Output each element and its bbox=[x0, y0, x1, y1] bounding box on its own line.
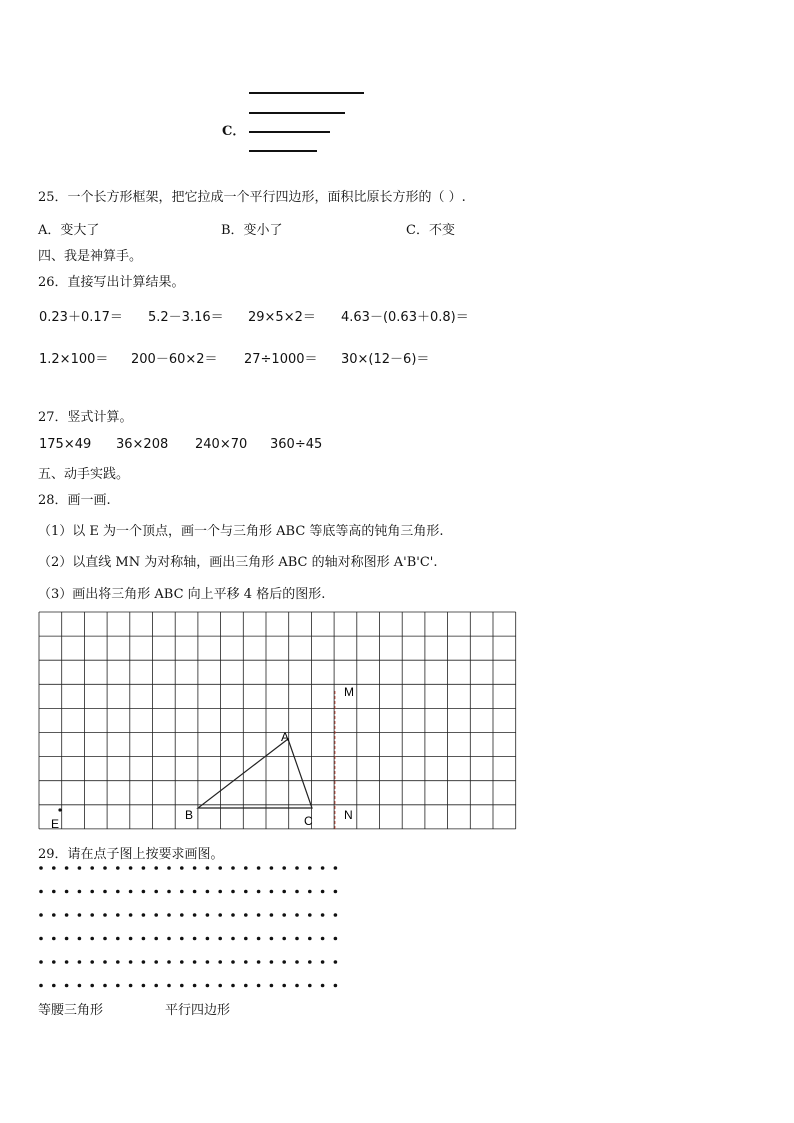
grid-dot bbox=[295, 866, 299, 870]
grid-dot bbox=[231, 913, 235, 917]
grid-dot bbox=[206, 937, 210, 941]
grid-dot bbox=[167, 913, 171, 917]
grid-dot bbox=[39, 937, 43, 941]
grid-dot bbox=[180, 960, 184, 964]
grid-dot bbox=[218, 913, 222, 917]
dot-group bbox=[39, 866, 337, 987]
grid-dot bbox=[218, 937, 222, 941]
grid-dot bbox=[65, 937, 69, 941]
grid-dot bbox=[244, 960, 248, 964]
grid-dot bbox=[167, 984, 171, 988]
q27-stem: 27．竖式计算。 bbox=[38, 410, 133, 425]
grid-dot bbox=[116, 960, 120, 964]
label-e: E bbox=[51, 817, 60, 831]
grid-dot bbox=[129, 866, 133, 870]
grid-dot bbox=[129, 984, 133, 988]
q27-item-4: 360÷45 bbox=[270, 437, 323, 452]
grid-dot bbox=[116, 866, 120, 870]
grid-dot bbox=[244, 984, 248, 988]
grid-dot bbox=[206, 890, 210, 894]
grid-dot bbox=[103, 984, 107, 988]
grid-dot bbox=[39, 984, 43, 988]
q26-item-2: 5.2－3.16＝ bbox=[148, 310, 224, 325]
grid-dot bbox=[193, 866, 197, 870]
grid-dot bbox=[334, 890, 338, 894]
grid-dot bbox=[78, 960, 82, 964]
grid-dot bbox=[78, 913, 82, 917]
grid-dot bbox=[257, 866, 261, 870]
grid-dot bbox=[231, 866, 235, 870]
grid-dot bbox=[129, 913, 133, 917]
grid-dot bbox=[90, 890, 94, 894]
grid-dot bbox=[270, 913, 274, 917]
grid-dot bbox=[103, 937, 107, 941]
grid-dot bbox=[180, 866, 184, 870]
grid-dot bbox=[257, 937, 261, 941]
grid-dot bbox=[308, 960, 312, 964]
grid-dot bbox=[321, 960, 325, 964]
point-e bbox=[58, 808, 61, 811]
grid-dot bbox=[244, 890, 248, 894]
q27-item-2: 36×208 bbox=[116, 437, 169, 452]
grid-dot bbox=[334, 960, 338, 964]
grid-dot bbox=[244, 913, 248, 917]
grid-dot bbox=[282, 866, 286, 870]
label-b: B bbox=[185, 808, 194, 822]
grid-dot bbox=[116, 913, 120, 917]
q28-part-3: （3）画出将三角形 ABC 向上平移 4 格后的图形. bbox=[38, 587, 326, 602]
grid-dot bbox=[308, 984, 312, 988]
grid-dot bbox=[295, 913, 299, 917]
grid-dot bbox=[90, 866, 94, 870]
grid-dot bbox=[39, 913, 43, 917]
grid-dot bbox=[65, 960, 69, 964]
grid-dot bbox=[218, 890, 222, 894]
grid-dot bbox=[244, 866, 248, 870]
grid-dot bbox=[103, 866, 107, 870]
grid-dot bbox=[129, 960, 133, 964]
grid-dot bbox=[180, 890, 184, 894]
grid-dot bbox=[116, 937, 120, 941]
grid-dot bbox=[193, 960, 197, 964]
grid-dot bbox=[116, 890, 120, 894]
grid-dot bbox=[295, 937, 299, 941]
section5-title: 五、动手实践。 bbox=[38, 467, 130, 482]
grid-dot bbox=[180, 913, 184, 917]
grid-dot bbox=[116, 984, 120, 988]
grid-dot bbox=[282, 984, 286, 988]
segment-2 bbox=[249, 112, 345, 114]
grid-dot bbox=[257, 984, 261, 988]
grid-dot bbox=[270, 960, 274, 964]
grid-dot bbox=[65, 913, 69, 917]
grid-dot bbox=[154, 866, 158, 870]
q28-part-1: （1）以 E 为一个顶点，画一个与三角形 ABC 等底等高的钝角三角形. bbox=[38, 524, 444, 539]
grid-dot bbox=[154, 890, 158, 894]
grid-dot bbox=[206, 913, 210, 917]
grid-dot bbox=[218, 960, 222, 964]
grid-dot bbox=[167, 890, 171, 894]
q26-stem: 26．直接写出计算结果。 bbox=[38, 275, 185, 290]
grid-dot bbox=[193, 937, 197, 941]
q27-item-1: 175×49 bbox=[39, 437, 92, 452]
grid-dot bbox=[206, 960, 210, 964]
grid-dot bbox=[142, 866, 146, 870]
label-n: N bbox=[344, 808, 353, 822]
grid-dot bbox=[39, 960, 43, 964]
q26-item-1: 0.23＋0.17＝ bbox=[39, 310, 123, 325]
grid-dot bbox=[308, 890, 312, 894]
grid-dot bbox=[257, 913, 261, 917]
grid-dot bbox=[334, 937, 338, 941]
caption-parallelogram: 平行四边形 bbox=[165, 1003, 231, 1018]
grid-dot bbox=[308, 937, 312, 941]
segment-4 bbox=[249, 150, 317, 152]
grid-dot bbox=[321, 984, 325, 988]
q26-item-8: 30×(12－6)＝ bbox=[341, 352, 430, 367]
q26-item-4: 4.63－(0.63＋0.8)＝ bbox=[341, 310, 469, 325]
grid-dot bbox=[231, 984, 235, 988]
section4-title: 四、我是神算手。 bbox=[38, 249, 143, 264]
grid-dot bbox=[295, 984, 299, 988]
grid-dot bbox=[65, 984, 69, 988]
grid-dot bbox=[231, 937, 235, 941]
grid-dot bbox=[167, 960, 171, 964]
caption-isosceles-triangle: 等腰三角形 bbox=[38, 1003, 104, 1018]
grid-dot bbox=[103, 890, 107, 894]
grid-dot bbox=[244, 937, 248, 941]
q29-stem: 29．请在点子图上按要求画图。 bbox=[38, 847, 224, 862]
grid-dot bbox=[180, 984, 184, 988]
grid-dot bbox=[39, 890, 43, 894]
q26-item-6: 200－60×2＝ bbox=[131, 352, 218, 367]
segment-3 bbox=[249, 131, 330, 133]
grid-dot bbox=[154, 984, 158, 988]
q27-item-3: 240×70 bbox=[195, 437, 248, 452]
grid-dot bbox=[218, 866, 222, 870]
grid-dot bbox=[52, 890, 56, 894]
grid-dot bbox=[52, 960, 56, 964]
q28-stem: 28．画一画. bbox=[38, 493, 111, 508]
grid-dot bbox=[180, 937, 184, 941]
grid-dot bbox=[78, 937, 82, 941]
grid-dot bbox=[334, 984, 338, 988]
grid-dot bbox=[78, 866, 82, 870]
label-c: C bbox=[304, 814, 313, 828]
grid-dot bbox=[321, 866, 325, 870]
grid-dot bbox=[270, 984, 274, 988]
square-grid[interactable] bbox=[38, 611, 520, 833]
q24-option-c: C． bbox=[222, 124, 246, 139]
grid-dot bbox=[52, 984, 56, 988]
grid-dot bbox=[193, 890, 197, 894]
grid-dot bbox=[52, 937, 56, 941]
grid-dot bbox=[270, 866, 274, 870]
grid-dot bbox=[65, 890, 69, 894]
grid-dot bbox=[39, 866, 43, 870]
grid-dot bbox=[103, 913, 107, 917]
grid-dot bbox=[142, 984, 146, 988]
grid-dot bbox=[65, 866, 69, 870]
grid-dot bbox=[231, 960, 235, 964]
q25-option-a: A．变大了 bbox=[38, 223, 100, 238]
grid-dot bbox=[90, 984, 94, 988]
grid-lines bbox=[39, 612, 516, 829]
grid-dot bbox=[282, 960, 286, 964]
grid-dot bbox=[90, 960, 94, 964]
segment-1 bbox=[249, 92, 364, 94]
grid-dot bbox=[142, 937, 146, 941]
grid-dot bbox=[308, 913, 312, 917]
grid-dot bbox=[257, 960, 261, 964]
grid-dot bbox=[206, 984, 210, 988]
grid-dot bbox=[78, 984, 82, 988]
grid-dot bbox=[154, 960, 158, 964]
q26-item-3: 29×5×2＝ bbox=[248, 310, 316, 325]
grid-dot bbox=[154, 937, 158, 941]
grid-dot bbox=[129, 937, 133, 941]
grid-dot bbox=[282, 913, 286, 917]
grid-dot bbox=[193, 913, 197, 917]
grid-dot bbox=[90, 913, 94, 917]
grid-dot bbox=[308, 866, 312, 870]
grid-dot bbox=[78, 890, 82, 894]
grid-dot bbox=[321, 890, 325, 894]
dot-grid[interactable] bbox=[36, 862, 348, 994]
q25-option-c: C．不变 bbox=[406, 223, 455, 238]
grid-dot bbox=[142, 960, 146, 964]
grid-dot bbox=[282, 937, 286, 941]
grid-dot bbox=[257, 890, 261, 894]
label-m: M bbox=[344, 685, 354, 699]
grid-dot bbox=[167, 866, 171, 870]
q25-option-b: B．变小了 bbox=[221, 223, 283, 238]
grid-dot bbox=[270, 890, 274, 894]
q28-part-2: （2）以直线 MN 为对称轴，画出三角形 ABC 的轴对称图形 A'B'C'. bbox=[38, 555, 438, 570]
grid-dot bbox=[154, 913, 158, 917]
grid-dot bbox=[52, 913, 56, 917]
grid-dot bbox=[334, 866, 338, 870]
grid-dot bbox=[167, 937, 171, 941]
grid-dot bbox=[90, 937, 94, 941]
grid-dot bbox=[52, 866, 56, 870]
q26-item-7: 27÷1000＝ bbox=[244, 352, 318, 367]
grid-dot bbox=[231, 890, 235, 894]
grid-dot bbox=[142, 913, 146, 917]
grid-dot bbox=[103, 960, 107, 964]
q25-stem: 25．一个长方形框架，把它拉成一个平行四边形，面积比原长方形的（ ）. bbox=[38, 190, 466, 205]
triangle-abc bbox=[198, 739, 312, 808]
grid-dot bbox=[129, 890, 133, 894]
q26-item-5: 1.2×100＝ bbox=[39, 352, 109, 367]
grid-dot bbox=[193, 984, 197, 988]
grid-dot bbox=[270, 937, 274, 941]
grid-dot bbox=[142, 890, 146, 894]
grid-dot bbox=[295, 960, 299, 964]
grid-dot bbox=[321, 913, 325, 917]
grid-dot bbox=[321, 937, 325, 941]
grid-dot bbox=[295, 890, 299, 894]
grid-dot bbox=[334, 913, 338, 917]
grid-dot bbox=[206, 866, 210, 870]
grid-dot bbox=[218, 984, 222, 988]
label-a: A bbox=[281, 730, 290, 744]
grid-dot bbox=[282, 890, 286, 894]
